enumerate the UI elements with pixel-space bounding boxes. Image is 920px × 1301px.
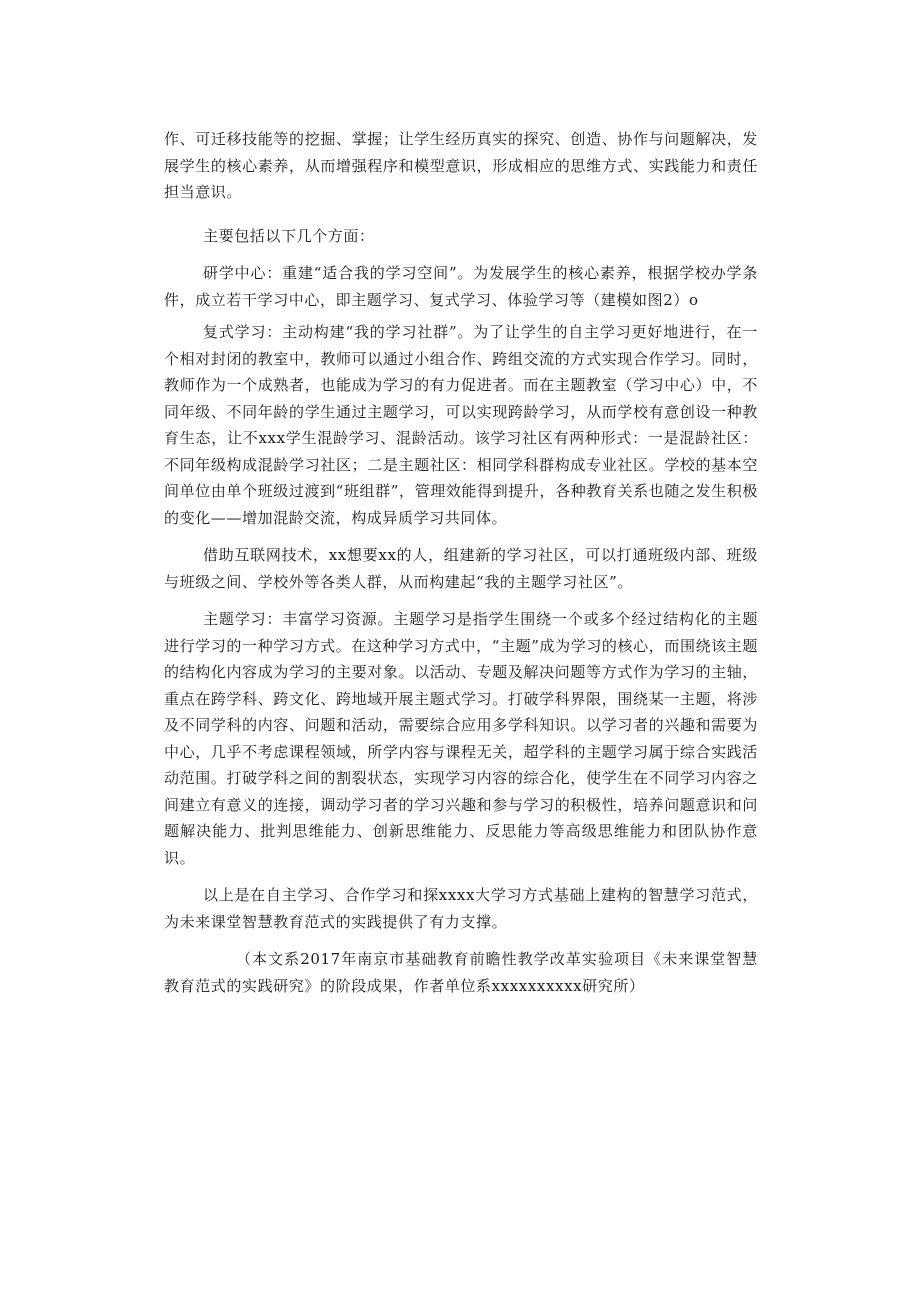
paragraph-aspects-intro: 主要包括以下几个方面： <box>203 226 375 245</box>
paragraph-thematic-learning: 主题学习：丰富学习资源。主题学习是指学生围绕一个或多个经过结构化的主题进行学习的一种学习方式。在这种学习方式中，“主题”成为学习的核心，而围绕该主题的结构化内容成为学习的主要对象。以活动、专题及解决问题等方式作为学习的主轴，重点在跨学科、跨文化、跨地域开展主题式学习。打破学科界限，围绕某一主题，将涉及不同学科的内容、问题和活动，需要综合应用多学科知识。以学习者的兴趣和需要为中心，几乎不考虑课程领域，所学内容与课程无关，超学科的主题学习属于综合实践活动范围。打破学科之间的割裂状态，实现学习内容的综合化，使学生在不同学习内容之间建立有意义的连接，调动学习者的学习兴趣和参与学习的积极性，培养问题意识和问题解决能力、批判思维能力、创新思维能力、反思能力等高级思维能力和团队协作意识。 <box>164 610 758 867</box>
paragraph-internet-technology: 借助互联网技术，xx想要xx的人，组建新的学习社区，可以打通班级内部、班级与班级之间、学校外等各类人群，从而构建起“我的主题学习社区”。 <box>164 546 758 591</box>
paragraph-footnote: （本文系2017年南京市基础教育前瞻性教学改革实验项目《未来课堂智慧教育范式的实践研究》的阶段成果，作者单位系xxxxxxxxxx研究所） <box>164 950 758 995</box>
paragraph-summary: 以上是在自主学习、合作学习和探xxxx大学习方式基础上建构的智慧学习范式，为未来课堂智慧教育范式的实践提供了有力支撑。 <box>164 886 758 931</box>
paragraph-continuation: 作、可迁移技能等的挖掘、掌握；让学生经历真实的探究、创造、协作与问题解决，发展学生的核心素养，从而增强程序和模型意识，形成相应的思维方式、实践能力和责任担当意识。 <box>164 130 758 201</box>
paragraph-research-center: 研学中心：重建“适合我的学习空间”。为发展学生的核心素养，根据学校办学条件，成立若干学习中心，即主题学习、复式学习、体验学习等（建模如图2）o <box>164 264 758 309</box>
paragraph-compound-learning: 复式学习：主动构建“我的学习社群”。为了让学生的自主学习更好地进行，在一个相对封闭的教室中，教师可以通过小组合作、跨组交流的方式实现合作学习。同时，教师作为一个成熟者，也能成为学习的有力促进者。而在主题教室（学习中心）中，不同年级、不同年龄的学生通过主题学习，可以实现跨龄学习，从而学校有意创设一种教育生态，让不xxx学生混龄学习、混龄活动。该学习社区有两种形式：一是混龄社区：不同年级构成混龄学习社区；二是主题社区：相同学科群构成专业社区。学校的基本空间单位由单个班级过渡到“班组群”，管理效能得到提升，各种教育关系也随之发生积极的变化——增加混龄交流，构成异质学习共同体。 <box>164 323 758 527</box>
document-page <box>164 126 758 999</box>
